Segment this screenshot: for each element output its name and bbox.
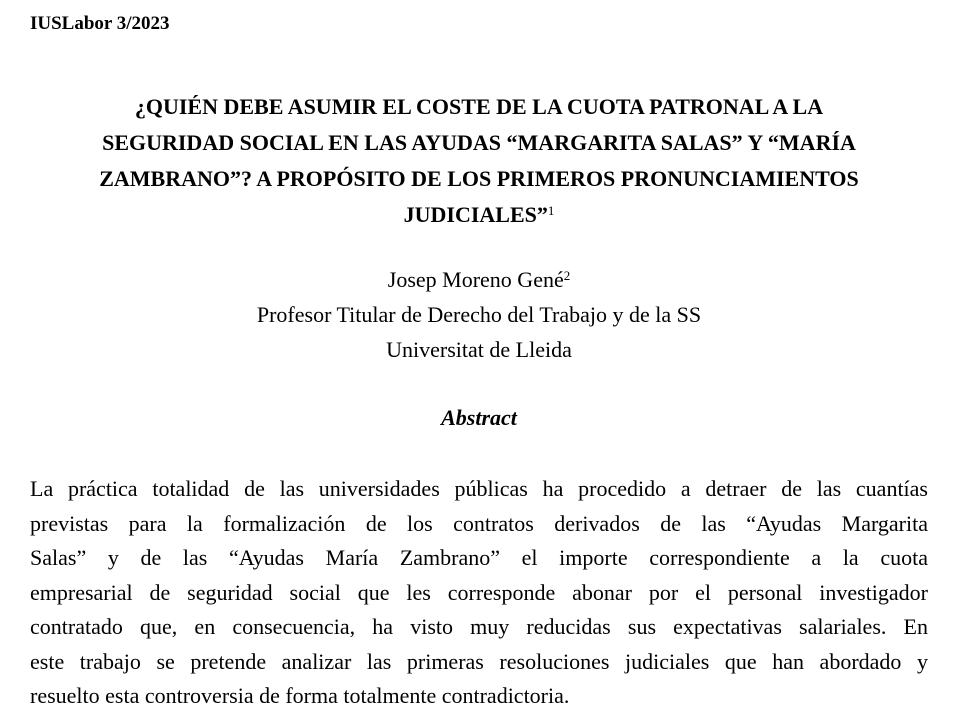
- abstract-line-2: previstas para la formalización de los contratos derivados de las “Ayudas Margarita: [30, 510, 928, 536]
- abstract-line-6: este trabajo se pretende analizar las primeras resoluciones judiciales que han abordado y: [30, 648, 928, 674]
- abstract-line-4: empresarial de seguridad social que les corresponde abonar por el personal investigador: [30, 579, 928, 605]
- abstract-line-7: resuelto esta controversia de forma totalmente contradictoria.: [30, 683, 570, 708]
- title-line-4-text: JUDICIALES”: [403, 202, 548, 227]
- title-footnote-marker[interactable]: 1: [547, 203, 555, 218]
- author-affiliation: Universitat de Lleida: [386, 337, 572, 362]
- author-position: Profesor Titular de Derecho del Trabajo y de la SS: [256, 302, 702, 327]
- title-line-3: ZAMBRANO”? A PROPÓSITO DE LOS PRIMEROS PRONUNCIAMIENTOS: [99, 166, 859, 191]
- author-footnote-marker[interactable]: 2: [563, 268, 571, 283]
- title-line-1: ¿QUIÉN DEBE ASUMIR EL COSTE DE LA CUOTA PATRONAL A LA: [134, 94, 824, 119]
- journal-issue: IUSLabor 3/2023: [30, 13, 170, 34]
- abstract-line-5: contratado que, en consecuencia, ha visto muy reducidas sus expectativas salariales. En: [30, 614, 928, 639]
- title-line-2: SEGURIDAD SOCIAL EN LAS AYUDAS “MARGARITA SALAS” Y “MARÍA: [102, 130, 856, 155]
- author-block: [30, 262, 928, 367]
- abstract-body: [30, 472, 928, 714]
- author-name-line: [30, 262, 928, 297]
- abstract-heading: Abstract: [441, 405, 517, 430]
- author-name: Josep Moreno Gené: [387, 267, 564, 292]
- abstract-line-3: Salas” y de las “Ayudas María Zambrano” el importe correspondiente a la cuota: [30, 545, 928, 570]
- article-title: [30, 89, 928, 233]
- title-line-4: [30, 197, 928, 233]
- abstract-line-1: La práctica totalidad de las universidades públicas ha procedido a detraer de las cuantías: [30, 476, 928, 501]
